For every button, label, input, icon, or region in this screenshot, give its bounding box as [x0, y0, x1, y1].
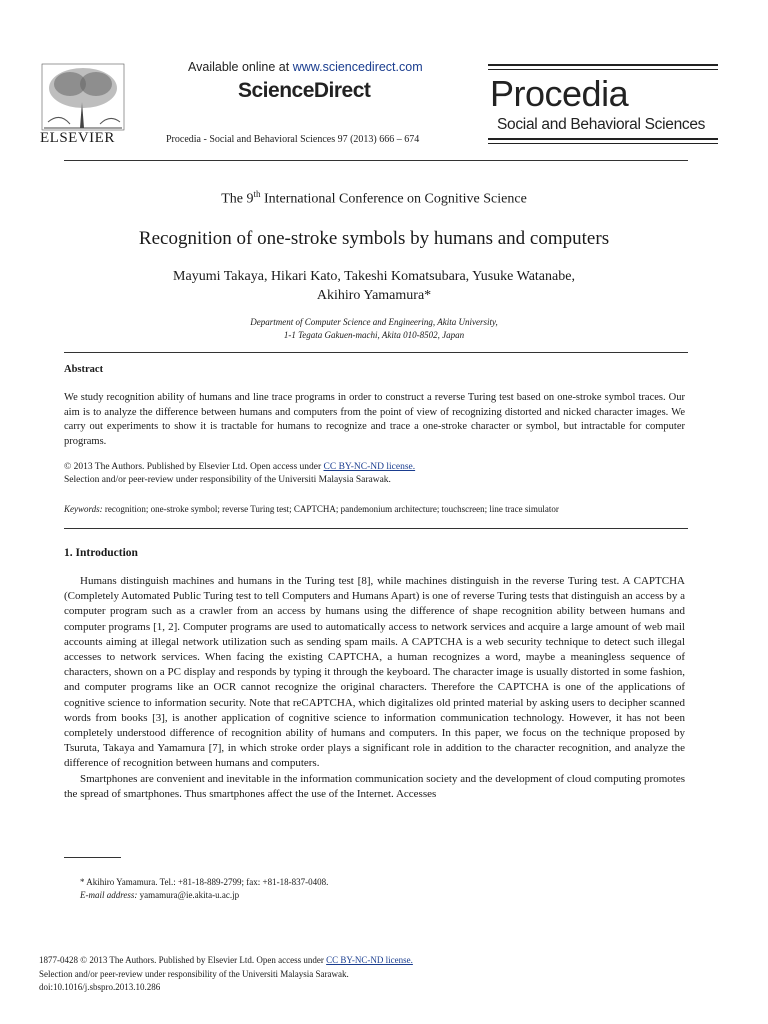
- abstract-divider-top: [64, 352, 688, 353]
- paper-title: Recognition of one-stroke symbols by humans and computers: [138, 228, 610, 249]
- footnote-contact: * Akihiro Yamamura. Tel.: +81-18-889-2799; fax: +81-18-837-0408.: [80, 877, 329, 887]
- affiliation: [0, 316, 748, 342]
- conference-prefix: The 9: [221, 191, 254, 207]
- conference-ordinal: th: [253, 189, 261, 199]
- availability-line: [188, 60, 423, 74]
- sciencedirect-logo: ScienceDirect: [238, 79, 371, 102]
- introduction-paragraph-1: Humans distinguish machines and humans in the Turing test [8], while machines distinguish in the reverse Turing test. A CAPTCHA (Completely Automated Public Turing test to tell Computers and Humans Apart) is one of reverse Turing tests that distinguish an access by a computer program such as a crawler from an access by humans using the difference of shape recognition ability between humans and computer programs [1, 2]. Computer programs are used to automatically access to network services and acquire a large amount of web mail accounts aiming at illegal network utilization such as sending spam mails. A CAPTCHA is a web security technique to detect such illegal accesses to network services. When facing the existing CAPTCHA, a human recognizes a word, maybe a meaningless sequence of characters, shown on a PC display and responds by typing it through the keyboard. The character image is usually distorted in some fashion, and computer programs like an OCR cannot recognize the original characters. Therefore the CAPTCHA is one of the applications of cognitive science to information security. Note that reCAPTCHA, which digitalizes old printed material by asking users to decipher scanned words from books [3], is another application of cognitive science to information communication technology. However, it has not been completely understood difference of recognition ability of humans and computers. In this paper, we focus on the technique proposed by Tsuruta, Takaya and Yamamura [7], in which stroke order plays a significant role in addition to the character recognition, and analyze the difference of recognition between humans and computers.: [64, 575, 685, 770]
- footer-doi[interactable]: doi:10.1016/j.sbspro.2013.10.286: [39, 982, 161, 992]
- footnote-rule: [64, 857, 121, 858]
- introduction-body: [64, 574, 685, 802]
- review-line: Selection and/or peer-review under responsibility of the Universiti Malaysia Sarawak.: [64, 474, 391, 485]
- email-address[interactable]: yamamura@ie.akita-u.ac.jp: [137, 890, 240, 900]
- page-footer: [39, 954, 729, 995]
- authors-line-2: Akihiro Yamamura*: [316, 288, 432, 303]
- conference-suffix: International Conference on Cognitive Science: [260, 191, 527, 207]
- journal-rule-top-thin: [488, 69, 718, 70]
- journal-reference: Procedia - Social and Behavioral Sciences 97 (2013) 666 – 674: [166, 134, 420, 145]
- email-label: E-mail address:: [80, 890, 138, 900]
- publisher-name: ELSEVIER: [40, 130, 115, 146]
- footnote: [80, 876, 328, 902]
- journal-subtitle: Social and Behavioral Sciences: [497, 116, 706, 133]
- abstract-text: We study recognition ability of humans and line trace programs in order to construct a reverse Turing test based on one-stroke symbol traces. Our aim is to analyze the difference between humans and computers from the point of view of recognizing distorted and nicked character images. We carry out experiments to show it is tractable for humans to recognize and trace a one-stroke character or symbol, but intractable for computer programs.: [64, 392, 685, 447]
- author-list: [0, 267, 748, 305]
- journal-rule-bottom-thin: [488, 143, 718, 144]
- copyright-line: [64, 461, 685, 474]
- abstract-copyright: [64, 461, 685, 486]
- header-divider: [64, 160, 688, 161]
- affiliation-line-2: 1-1 Tegata Gakuen-machi, Akita 010-8502, Japan: [283, 330, 465, 340]
- affiliation-line-1: Department of Computer Science and Engineering, Akita University,: [250, 317, 498, 327]
- introduction-paragraph-2: Smartphones are convenient and inevitable in the information communication society and the development of cloud computing promotes the spread of smartphones. Thus smartphones affect the use of the Internet. Accesses: [64, 772, 685, 800]
- footer-copyright-line: [39, 954, 729, 968]
- authors-line-1: Mayumi Takaya, Hikari Kato, Takeshi Komatsubara, Yusuke Watanabe,: [173, 269, 575, 284]
- abstract-heading: Abstract: [64, 364, 104, 375]
- keywords: [64, 504, 685, 514]
- footer-copyright-text: 1877-0428 © 2013 The Authors. Published by Elsevier Ltd. Open access under: [39, 955, 327, 965]
- journal-rule-top: [488, 64, 718, 66]
- keywords-text: recognition; one-stroke symbol; reverse Turing test; CAPTCHA; pandemonium architecture; touchscreen; line trace simulator: [102, 504, 559, 514]
- journal-rule-bottom: [488, 138, 718, 140]
- sciencedirect-link[interactable]: www.sciencedirect.com: [292, 60, 423, 74]
- section-heading-introduction: 1. Introduction: [64, 547, 138, 559]
- license-link[interactable]: CC BY-NC-ND license.: [323, 462, 416, 472]
- keywords-label: Keywords:: [64, 504, 103, 514]
- copyright-text: © 2013 The Authors. Published by Elsevier Ltd. Open access under: [64, 462, 324, 472]
- journal-logo: Procedia: [490, 73, 629, 114]
- footer-review-line: Selection and/or peer-review under responsibility of the Universiti Malaysia Sarawak.: [39, 968, 349, 979]
- footer-license-link[interactable]: CC BY-NC-ND license.: [326, 955, 413, 965]
- available-prefix: Available online at: [188, 60, 293, 74]
- abstract-divider-bottom: [64, 528, 688, 529]
- conference-name: [0, 189, 748, 208]
- footnote-email-line: [80, 889, 328, 902]
